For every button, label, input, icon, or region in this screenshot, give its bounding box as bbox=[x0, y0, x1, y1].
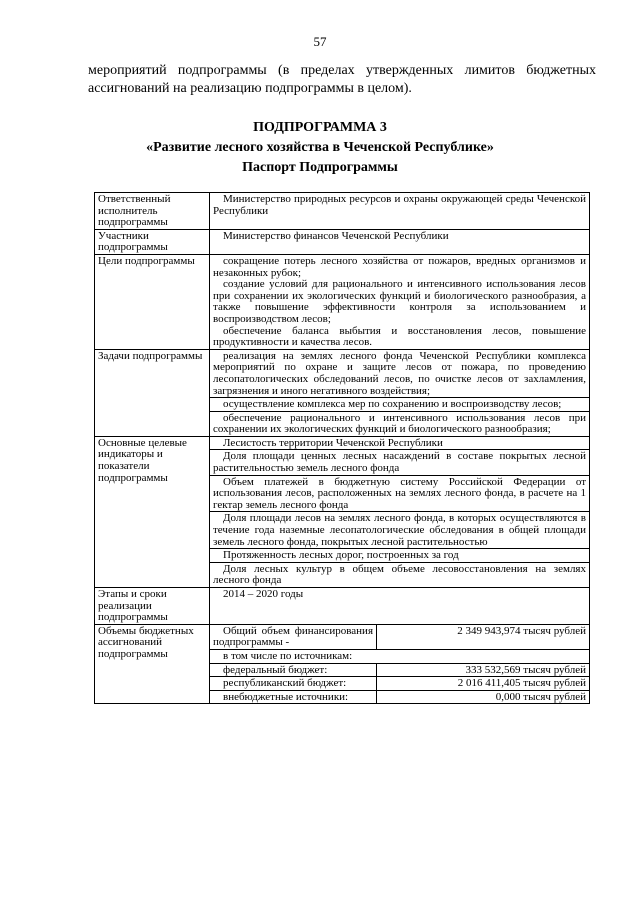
intro-paragraph: мероприятий подпрограммы (в пределах утвержденных лимитов бюджетных ассигнований на реализацию подпрограммы в целом). bbox=[88, 63, 596, 96]
funding-source-value: 333 532,569 тысяч рублей bbox=[377, 663, 590, 677]
funding-source-value: 0,000 тысяч рублей bbox=[377, 690, 590, 704]
indicator-item: Объем платежей в бюджетную систему Российской Федерации от использования лесов, расположенных на землях лесного фонда, в расчете на 1 гектар земель лесного фонда bbox=[210, 475, 590, 512]
row-funding-total bbox=[95, 624, 590, 649]
passport-table bbox=[94, 192, 590, 704]
row-indicators bbox=[95, 436, 590, 450]
value-responsible: Министерство природных ресурсов и охраны окружающей среды Чеченской Республики bbox=[210, 193, 590, 230]
goal-item: сокращение потерь лесного хозяйства от пожаров, вредных организмов и незаконных рубок; bbox=[213, 254, 586, 279]
indicator-item: Протяженность лесных дорог, построенных за год bbox=[210, 549, 590, 563]
funding-total-label: Общий объем финансирования подпрограммы - bbox=[210, 624, 377, 649]
subprogram-name: «Развитие лесного хозяйства в Чеченской Республике» bbox=[146, 140, 494, 155]
page-number: 57 bbox=[313, 34, 327, 49]
row-responsible bbox=[95, 193, 590, 230]
label-responsible: Ответственный исполнитель подпрограммы bbox=[95, 193, 210, 230]
label-participants: Участники подпрограммы bbox=[95, 229, 210, 254]
funding-source-label: внебюджетные источники: bbox=[210, 690, 377, 704]
funding-source-value: 2 016 411,405 тысяч рублей bbox=[377, 677, 590, 691]
indicator-item: Доля лесных культур в общем объеме лесовосстановления на землях лесного фонда bbox=[210, 562, 590, 587]
value-participants: Министерство финансов Чеченской Республики bbox=[210, 229, 590, 254]
value-goals bbox=[210, 254, 590, 349]
label-stages: Этапы и сроки реализации подпрограммы bbox=[95, 588, 210, 625]
label-goals: Цели подпрограммы bbox=[95, 254, 210, 349]
row-tasks bbox=[95, 349, 590, 397]
row-participants bbox=[95, 229, 590, 254]
label-tasks: Задачи подпрограммы bbox=[95, 349, 210, 436]
task-item: реализация на землях лесного фонда Чеченской Республики комплекса мероприятий по охране и защите лесов от пожара, по проведению лесопатологических обследований лесов, по очистке лесов от захламления, загрязнения и иного негативного воздействия; bbox=[210, 349, 590, 397]
passport-title: Паспорт Подпрограммы bbox=[242, 160, 398, 175]
funding-sources-label: в том числе по источникам: bbox=[210, 649, 590, 663]
goal-item: обеспечение баланса выбытия и восстановления лесов, повышение продуктивности и качества лесов. bbox=[213, 324, 586, 349]
task-item: обеспечение рационального и интенсивного использования лесов при сохранении их экологических функций и биологического разнообразия; bbox=[210, 411, 590, 436]
label-funding: Объемы бюджетных ассигнований подпрограммы bbox=[95, 624, 210, 704]
value-stages: 2014 – 2020 годы bbox=[210, 588, 590, 625]
label-indicators: Основные целевые индикаторы и показатели подпрограммы bbox=[95, 436, 210, 587]
row-stages bbox=[95, 588, 590, 625]
funding-source-label: республиканский бюджет: bbox=[210, 677, 377, 691]
row-goals bbox=[95, 254, 590, 349]
goal-item: создание условий для рационального и интенсивного использования лесов при сохранении их экологических функций и биологического разнообразия, а также повышение эффективности контроля за использованием и воспроизводством лесов; bbox=[213, 278, 586, 325]
task-item: осуществление комплекса мер по сохранению и воспроизводству лесов; bbox=[210, 398, 590, 412]
funding-total-value: 2 349 943,974 тысяч рублей bbox=[377, 624, 590, 649]
indicator-item: Доля площади лесов на землях лесного фонда, в которых осуществляются в течение года наземные лесопатологические обследования в общей площади земель лесного фонда, покрытых лесной растительностью bbox=[210, 512, 590, 549]
funding-source-label: федеральный бюджет: bbox=[210, 663, 377, 677]
indicator-item: Лесистость территории Чеченской Республики bbox=[210, 436, 590, 450]
subprogram-title: ПОДПРОГРАММА 3 bbox=[253, 120, 387, 135]
indicator-item: Доля площади ценных лесных насаждений в составе покрытых лесной растительностью земель лесного фонда bbox=[210, 450, 590, 475]
